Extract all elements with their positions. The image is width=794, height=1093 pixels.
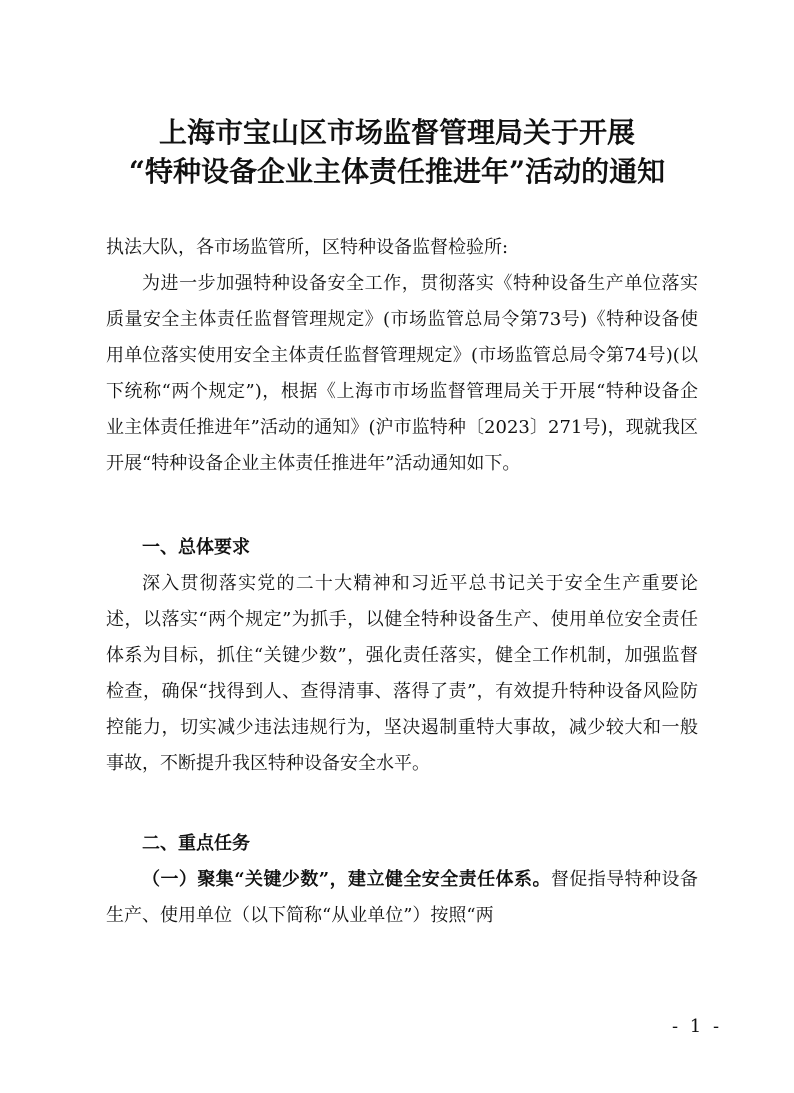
task-1-lead: （一）聚集“关键少数”，建立健全安全责任体系。 (142, 869, 551, 890)
document-title-line-1: 上海市宝山区市场监督管理局关于开展 (158, 116, 635, 149)
section-heading-key-tasks: 二、重点任务 (142, 833, 250, 854)
task-1-paragraph (106, 862, 698, 934)
salutation: 执法大队，各市场监管所，区特种设备监督检验所: (106, 237, 509, 258)
document-title-line-2: “特种设备企业主体责任推进年”活动的通知 (128, 155, 666, 188)
intro-paragraph: 为进一步加强特种设备安全工作，贯彻落实《特种设备生产单位落实质量安全主体责任监督管理规定》(市场监管总局令第73号)《特种设备使用单位落实使用安全主体责任监督管理规定》(市场监管总局令第74号)(以下统称“两个规定”)，根据《上海市市场监督管理局关于开展“特种设备企业主体责任推进年”活动的通知》(沪市监特种〔2023〕271号)，现就我区开展“特种设备企业主体责任推进年”活动通知如下。 (106, 273, 698, 474)
task-1-text: 督促指导特种设备生产、使用单位（以下简称“从业单位”）按照“两 (106, 869, 698, 926)
page-number: - 1 - (672, 1016, 723, 1037)
section-heading-general-requirements: 一、总体要求 (142, 537, 250, 558)
general-requirements-paragraph: 深入贯彻落实党的二十大精神和习近平总书记关于安全生产重要论述，以落实“两个规定”为抓手，以健全特种设备生产、使用单位安全责任体系为目标，抓住“关键少数”，强化责任落实，健全工作机制，加强监督检查，确保“找得到人、查得清事、落得了责”，有效提升特种设备风险防控能力，切实减少违法违规行为，坚决遏制重特大事故，减少较大和一般事故，不断提升我区特种设备安全水平。 (106, 573, 698, 774)
